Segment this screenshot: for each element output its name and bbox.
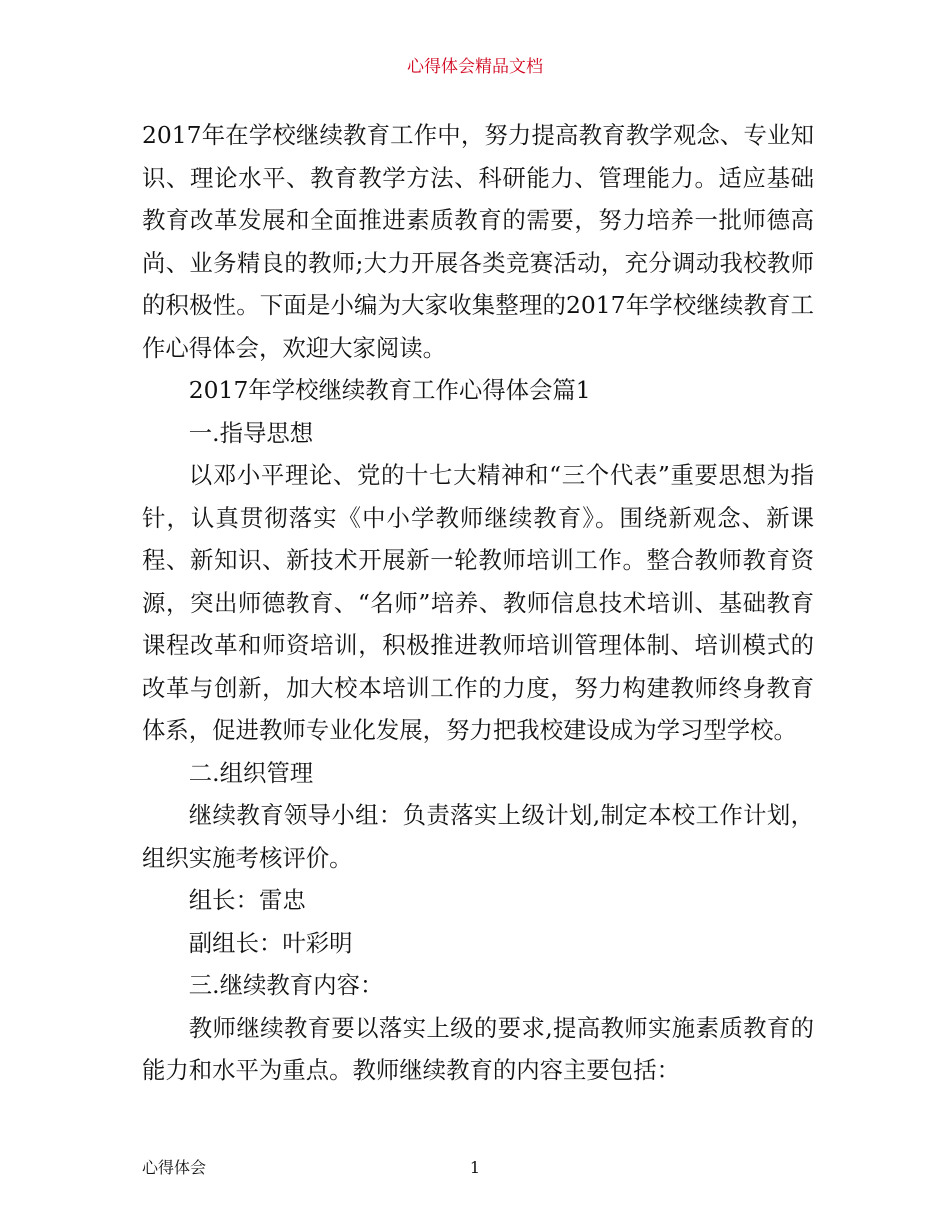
article-title: 2017年学校继续教育工作心得体会篇1 bbox=[188, 376, 591, 404]
leader-line: 组长：雷忠 bbox=[188, 886, 306, 914]
footer-label: 心得体会 bbox=[142, 1158, 207, 1177]
section-paragraph-content: 教师继续教育要以落实上级的要求,提高教师实施素质教育的能力和水平为重点。教师继续教育的内容主要包括： bbox=[142, 1013, 814, 1084]
intro-paragraph: 2017年在学校继续教育工作中，努力提高教育教学观念、专业知识、理论水平、教育教学方法、科研能力、管理能力。适应基础教育改革发展和全面推进素质教育的需要，努力培养一批师德高尚、业务精良的教师;大力开展各类竞赛活动，充分调动我校教师的积极性。下面是小编为大家收集整理的2017年学校继续教育工作心得体会，欢迎大家阅读。 bbox=[142, 121, 814, 362]
section-heading-content: 三.继续教育内容： bbox=[188, 971, 384, 999]
section-heading-organization: 二.组织管理 bbox=[188, 758, 314, 787]
page-number: 1 bbox=[469, 1158, 481, 1177]
section-paragraph-organization: 继续教育领导小组：负责落实上级计划,制定本校工作计划，组织实施考核评价。 bbox=[142, 801, 814, 872]
section-heading-guiding-ideology: 一.指导思想 bbox=[188, 418, 314, 447]
page-header-title: 心得体会精品文档 bbox=[407, 57, 543, 77]
section-paragraph-guiding-ideology: 以邓小平理论、党的十七大精神和“三个代表”重要思想为指针，认真贯彻落实《中小学教师继续教育》。围绕新观念、新课程、新知识、新技术开展新一轮教师培训工作。整合教师教育资源，突出师德教育、“名师”培养、教师信息技术培训、基础教育课程改革和师资培训，积极推进教师培训管理体制、培训模式的改革与创新，加大校本培训工作的力度，努力构建教师终身教育体系，促进教师专业化发展，努力把我校建设成为学习型学校。 bbox=[142, 461, 814, 744]
document-body bbox=[142, 114, 814, 1092]
deputy-leader-line: 副组长：叶彩明 bbox=[188, 928, 353, 957]
